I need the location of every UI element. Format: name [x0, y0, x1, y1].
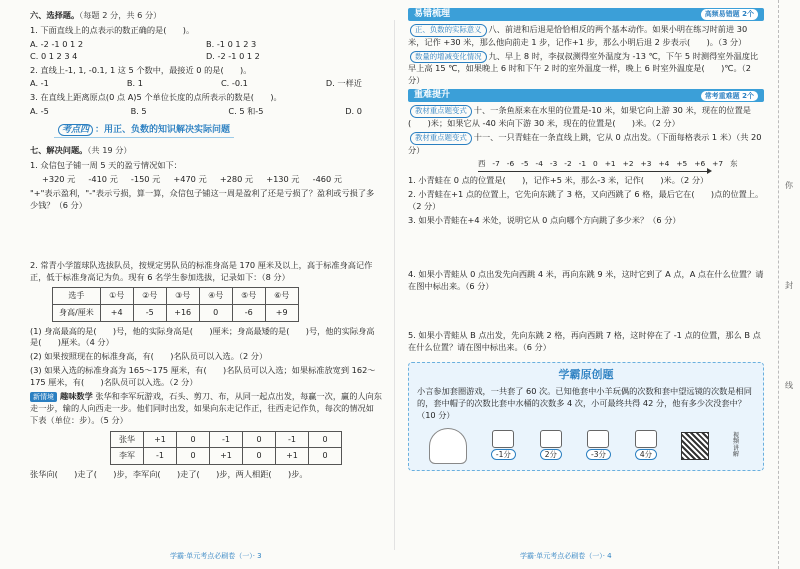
topic-pill: 教材重点题变式	[410, 105, 472, 118]
original-problem-box	[408, 362, 764, 471]
problem-1-question: "+"表示盈利，"-"表示亏损，算一算，众信包子铺这一周是盈利了还是亏损了？盈利或亏损了多少钱？（6 分）	[30, 187, 375, 210]
right-page	[400, 0, 772, 569]
problem-2-intro: 2. 常青小学篮球队选拔队员，按规定男队员的标准身高是 170 厘米及以上，高于标准身高记作正，低于标准身高记为负。现有 6 名学生参加选拔，记录如下：（8 分）	[30, 259, 373, 282]
error-review-banner: 易错梳理 高频易错题 2个	[408, 8, 764, 21]
table-row	[111, 448, 342, 465]
left-page	[0, 0, 392, 569]
problem-2-sub-3: (3) 如果入选的标准身高为 165～175 厘米，有( )名队员可以入选；如果标准放宽到 162～175 厘米，有( )名队员可以入选。（2 分）	[30, 365, 376, 388]
money-value: +130 元	[266, 173, 300, 184]
q1-option-c: C. 0 1 2 3 4	[30, 50, 78, 61]
tick-label: -4	[535, 159, 543, 169]
question-11-sub-5: 5. 如果小青蛙从 B 点出发，先向东跳 2 格，再向西跳 7 格，这时停在了 -1 点的位置，那么 B 点在什么位置？请在图中标出来。（6 分）	[408, 330, 761, 353]
table-cell: 0	[177, 431, 210, 448]
tick-label: +1	[604, 159, 616, 169]
page-divider	[394, 20, 395, 550]
answer-space[interactable]	[408, 294, 764, 328]
table-cell: +9	[265, 305, 298, 322]
tick-label: -7	[492, 159, 500, 169]
table-cell: 0	[243, 448, 276, 465]
table-cell: +16	[166, 305, 199, 322]
table-cell: +1	[144, 431, 177, 448]
tick-label: +2	[622, 159, 634, 169]
q3-option-b: B. 5	[130, 106, 147, 117]
table-cell: 0	[177, 448, 210, 465]
tick-label: +5	[676, 159, 688, 169]
q2-option-c: C. -0.1	[220, 78, 248, 89]
table-cell: 0	[309, 448, 342, 465]
question-10: 教材重点题变式 十、一条鱼原来在水里的位置是-10 米，如果它向上游 30 米，现在的位置是( )米；如果它从 -40 米向下游 30 米，现在的位置是( )米。（2 分）	[408, 105, 751, 128]
key-point-4-heading: 考点四 ：用正、负数的知识解决实际问题	[54, 124, 234, 138]
right-page-footer: 学霸·单元考点必刷卷（一）· 4	[520, 551, 612, 560]
new-context-badge: 新情境	[30, 392, 57, 402]
section-7-title: 七、解决问题。（共 19 分）	[30, 145, 132, 156]
tick-label: +7	[712, 159, 724, 169]
table-cell: +4	[100, 305, 133, 322]
q3-option-a: A. -5	[30, 106, 49, 117]
question-11-sub-4: 4. 如果小青蛙从 0 点出发先向西跳 4 米，再向东跳 9 米，这时它到了 A 点，A 点在什么位置？请在图中标出来。（6 分）	[408, 268, 764, 291]
tick-label: -6	[506, 159, 515, 169]
child-figure-icon	[429, 428, 467, 464]
question-11-sub-3: 3. 如果小青蛙在+4 米处，说明它从 0 点向哪个方向跳了多少米？（6 分）	[408, 214, 681, 225]
q1-option-a: A. -2 -1 0 1 2	[30, 38, 84, 49]
table-cell: +1	[210, 448, 243, 465]
tick-label: -2	[564, 159, 572, 169]
table-cell: 张华	[111, 431, 144, 448]
money-value: -410 元	[88, 173, 118, 184]
table-cell: 身高/厘米	[53, 305, 101, 322]
left-page-footer: 学霸·单元考点必刷卷（一）· 3	[170, 551, 262, 560]
table-cell: ⑥号	[265, 288, 298, 305]
table-cell: -1	[276, 431, 309, 448]
q3-option-c: C. 5 和-5	[228, 106, 264, 117]
tick-label: -1	[578, 159, 587, 169]
margin-char: 线	[785, 381, 793, 390]
question-8: 正、负数的实际意义 八、前进和后退是恰恰相反的两个基本动作。如果小明在练习时前进 30 米，记作 +30 米，那么他向前走 1 步，记作+1 步，那么小明后退 2 步表示( )。（3 分）	[408, 24, 748, 47]
problem-1-intro: 1. 众信包子铺一周 5 天的盈亏情况如下：	[30, 160, 182, 171]
money-value: -150 元	[130, 173, 161, 184]
question-9: 数量的增减变化情况 九、早上 8 时，李叔叔测得室外温度为 -13 ℃，下午 5 时测得室外温度比早上高 15 ℃，如果晚上 6 时和下午 2 时的室外温度一样，晚上 6 时室外温度是( )℃。（2 分）	[408, 50, 759, 86]
margin-char: 封	[785, 281, 793, 290]
prize-icon	[492, 430, 514, 448]
problem-3-intro: 新情境 趣味数学 张华和李军玩游戏，石头、剪刀、布，从同一起点出发，每赢一次，赢的人向东走一步，输的人向西走一步。他们同时出发，如果向东走记作正，往西走记作负，每次的情况如下表（单位：步）。（5 分）	[30, 391, 382, 425]
table-cell: ②号	[133, 288, 166, 305]
topic-pill: 教材重点题变式	[410, 132, 472, 145]
tick-label: +3	[640, 159, 652, 169]
question-11: 教材重点题变式 十一、一只青蛙在一条直线上跳，它从 0 点出发。（下面每格表示 1 米）（共 20 分）	[408, 131, 762, 155]
answer-space[interactable]	[408, 229, 764, 267]
prize-item: 2分	[540, 430, 562, 461]
original-problem-text: 小言参加套圈游戏，一共套了 60 次。已知他套中小羊玩偶的次数和套中望远镜的次数是相同的，套中帽子的次数比套中水桶的次数多 4 次，小可最终共得 42 分，他有多少次没套中？（10 分）	[417, 386, 752, 420]
margin-char: 你	[785, 181, 793, 190]
tick-label: -5	[521, 159, 529, 169]
topic-pill: 正、负数的实际意义	[410, 24, 487, 37]
problem-2-sub-1: (1) 身高最高的是( )号，他的实际身高是( )厘米；身高最矮的是( )号，他的实际身高是( )厘米。（4 分）	[30, 325, 375, 348]
axis-west-label: 西	[478, 159, 486, 169]
ring-toss-prizes	[417, 428, 755, 464]
topic-pill: 数量的增减变化情况	[410, 51, 487, 64]
q2-option-d: D. 一样近	[325, 78, 362, 89]
question-11-sub-2: 2. 小青蛙在+1 点的位置上，它先向东跳了 3 格，又向西跳了 6 格，最后它在( )点的位置上。（2 分）	[408, 189, 764, 211]
original-problem-title: 学霸原创题	[558, 368, 614, 382]
table-cell: 李军	[111, 448, 144, 465]
prize-item: -3分	[586, 430, 611, 461]
money-value: +280 元	[219, 173, 254, 184]
binding-margin	[778, 0, 800, 569]
question-6-2: 2. 直线上-1, 1, -0.1, 1 这 5 个数中，最接近 0 的是( )。	[30, 64, 252, 75]
tick-label: +6	[694, 159, 706, 169]
table-cell: ④号	[199, 288, 232, 305]
video-explanation-label: 视频讲解	[733, 431, 740, 459]
game-steps-table	[110, 431, 342, 465]
table-cell: ③号	[166, 288, 199, 305]
table-cell: 0	[309, 431, 342, 448]
question-6-1: 1. 下面直线上的点表示的数正确的是( )。	[30, 24, 195, 35]
q2-option-a: A. -1	[30, 78, 49, 89]
q1-option-d: D. -2 -1 0 1 2	[206, 50, 260, 61]
table-cell: -1	[144, 448, 177, 465]
table-cell: ①号	[100, 288, 133, 305]
q2-option-b: B. 1	[126, 78, 143, 89]
table-row	[53, 305, 299, 322]
height-table	[52, 287, 299, 321]
qr-code-icon[interactable]	[681, 432, 709, 460]
question-11-sub-1: 1. 小青蛙在 0 点的位置是( )，记作+5 米，那么-3 米，记作( )米。（2 分）	[408, 175, 709, 186]
tick-label: +4	[658, 159, 670, 169]
prize-icon	[587, 430, 609, 448]
table-cell: -5	[133, 305, 166, 322]
table-cell: +1	[276, 448, 309, 465]
table-header-row	[53, 288, 299, 305]
q1-option-b: B. -1 0 1 2 3	[206, 38, 257, 49]
money-value: -460 元	[312, 173, 342, 184]
money-value: +320 元	[42, 173, 76, 184]
table-cell: -1	[210, 431, 243, 448]
number-line	[478, 159, 764, 172]
problem-2-sub-2: (2) 如果按照现在的标准身高，有( )名队员可以入选。（2 分）	[30, 351, 268, 362]
q1-options	[30, 39, 382, 51]
q1-options-2	[30, 51, 382, 63]
prize-icon	[635, 430, 657, 448]
prize-item: 4分	[635, 430, 657, 461]
money-value: +470 元	[173, 173, 207, 184]
table-cell: 选手	[53, 288, 101, 305]
prize-icon	[540, 430, 562, 448]
table-cell: 0	[199, 305, 232, 322]
difficulty-banner: 重难提升 常考重难题 2个	[408, 89, 764, 102]
table-cell: ⑤号	[232, 288, 265, 305]
tick-label: 0	[593, 159, 598, 169]
axis-east-label: 东	[730, 159, 738, 169]
q3-options	[30, 106, 382, 118]
table-cell: 0	[243, 431, 276, 448]
q2-options	[30, 78, 382, 90]
table-row	[111, 431, 342, 448]
answer-space[interactable]	[30, 214, 382, 258]
prize-item: -1分	[491, 430, 516, 461]
table-cell: -6	[232, 305, 265, 322]
profit-loss-values	[30, 174, 382, 186]
question-6-3: 3. 在直线上距离原点(0 点 A)5 个单位长度的点所表示的数是( )。	[30, 92, 282, 103]
q3-option-d: D. 0	[345, 106, 362, 117]
tick-label: -3	[549, 159, 558, 169]
problem-3-question: 张华向( )走了( )步，李军向( )走了( )步，两人相距( )步。	[30, 468, 308, 479]
number-line-axis	[478, 171, 708, 172]
section-6-title: 六、选择题。（每题 2 分，共 6 分）	[30, 10, 162, 20]
number-line-ticks	[478, 159, 764, 170]
